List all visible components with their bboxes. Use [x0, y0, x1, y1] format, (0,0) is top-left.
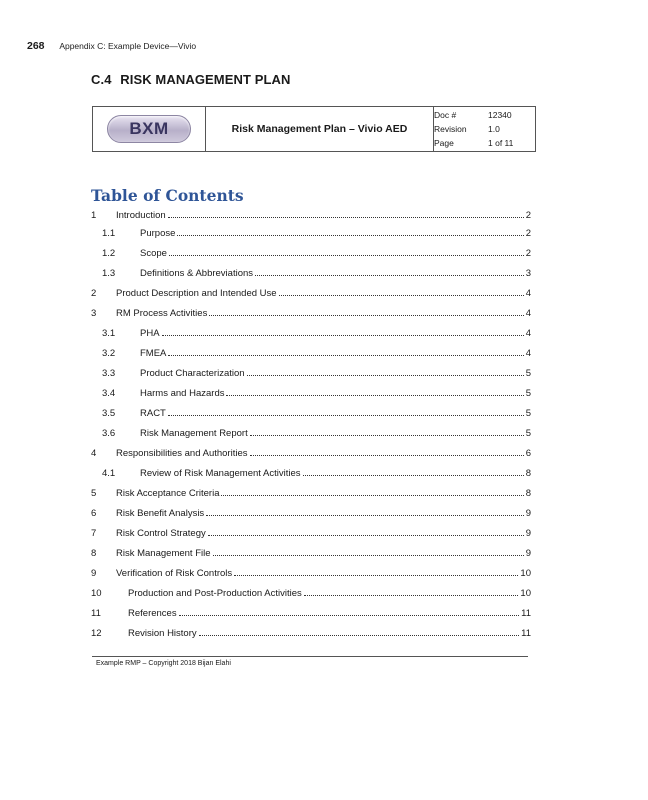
toc-entry-number: 3.6: [102, 428, 116, 439]
toc-dot-leader: [168, 354, 523, 356]
toc-entry-page: 2: [525, 228, 531, 239]
toc-dot-leader: [169, 254, 524, 256]
toc-dot-leader: [255, 274, 524, 276]
toc-dot-leader: [250, 434, 524, 436]
toc-entry-number: 4.1: [102, 468, 116, 479]
document-meta-key: Page: [434, 138, 454, 148]
table-of-contents: [91, 207, 531, 644]
toc-entry-page: 8: [525, 468, 531, 479]
toc-entry-label: Risk Management Report: [140, 428, 248, 439]
toc-entry[interactable]: [91, 524, 531, 544]
document-title: Risk Management Plan – Vivio AED: [206, 107, 434, 152]
toc-entry-number: 6: [91, 508, 97, 519]
toc-entry-page: 4: [525, 288, 531, 299]
footer-divider: [92, 656, 528, 657]
toc-entry-label: Definitions & Abbreviations: [140, 268, 254, 279]
toc-entry[interactable]: [91, 464, 531, 484]
toc-entry-number: 10: [91, 588, 102, 599]
toc-entry-label: Verification of Risk Controls: [116, 568, 233, 579]
toc-entry[interactable]: [91, 344, 531, 364]
toc-entry-number: 3.3: [102, 368, 116, 379]
document-meta: [434, 107, 536, 152]
toc-entry-page: 4: [525, 308, 531, 319]
toc-entry[interactable]: [91, 404, 531, 424]
toc-dot-leader: [221, 494, 523, 496]
toc-entry-label: Product Characterization: [140, 368, 245, 379]
document-meta-row: [434, 122, 535, 136]
toc-entry-number: 1.3: [102, 268, 116, 279]
toc-entry-number: 12: [91, 628, 102, 639]
toc-dot-leader: [234, 574, 518, 576]
toc-entry[interactable]: [91, 284, 531, 304]
toc-entry-number: 2: [91, 288, 97, 299]
toc-entry-label: Risk Acceptance Criteria: [116, 488, 220, 499]
toc-entry-label: RM Process Activities: [116, 308, 208, 319]
toc-entry-page: 2: [525, 210, 531, 221]
toc-entry-label: Harms and Hazards: [140, 388, 225, 399]
toc-entry-label: Introduction: [116, 210, 166, 221]
toc-entry-page: 9: [525, 548, 531, 559]
toc-entry[interactable]: [91, 364, 531, 384]
toc-dot-leader: [304, 594, 519, 596]
toc-dot-leader: [303, 474, 524, 476]
toc-dot-leader: [209, 314, 523, 316]
toc-entry-page: 11: [521, 608, 531, 619]
toc-entry-label: Scope: [140, 248, 167, 259]
toc-dot-leader: [250, 454, 524, 456]
toc-entry[interactable]: [91, 484, 531, 504]
document-meta-key: Revision: [434, 124, 467, 134]
toc-entry-label: Production and Post-Production Activities: [128, 588, 302, 599]
toc-entry-page: 2: [525, 248, 531, 259]
toc-entry-label: References: [128, 608, 177, 619]
toc-dot-leader: [208, 534, 524, 536]
toc-dot-leader: [226, 394, 523, 396]
bxm-logo: BXM: [107, 115, 191, 143]
toc-entry-label: Risk Benefit Analysis: [116, 508, 205, 519]
toc-entry[interactable]: [91, 207, 531, 224]
toc-entry-number: 3.1: [102, 328, 116, 339]
section-number: C.4: [91, 72, 112, 87]
toc-entry-page: 5: [525, 368, 531, 379]
toc-entry-number: 1.2: [102, 248, 116, 259]
toc-entry-number: 7: [91, 528, 97, 539]
toc-entry[interactable]: [91, 304, 531, 324]
toc-entry-page: 11: [521, 628, 531, 639]
toc-dot-leader: [168, 216, 524, 218]
toc-dot-leader: [179, 614, 520, 616]
toc-entry[interactable]: [91, 624, 531, 644]
toc-entry-number: 4: [91, 448, 97, 459]
toc-dot-leader: [199, 634, 519, 636]
toc-entry-label: Risk Control Strategy: [116, 528, 206, 539]
toc-entry-number: 8: [91, 548, 97, 559]
toc-entry-number: 3.5: [102, 408, 116, 419]
toc-entry-number: 1.1: [102, 228, 116, 239]
toc-entry-label: PHA: [140, 328, 160, 339]
document-meta-row: [434, 136, 535, 150]
logo-cell: [93, 107, 206, 152]
toc-entry-number: 3.2: [102, 348, 116, 359]
toc-entry-page: 3: [525, 268, 531, 279]
toc-entry-page: 5: [525, 428, 531, 439]
toc-entry-page: 5: [525, 408, 531, 419]
section-title: RISK MANAGEMENT PLAN: [120, 72, 291, 87]
toc-entry-page: 5: [525, 388, 531, 399]
toc-entry-page: 9: [525, 508, 531, 519]
toc-entry[interactable]: [91, 444, 531, 464]
toc-entry-number: 5: [91, 488, 97, 499]
toc-entry-page: 8: [525, 488, 531, 499]
toc-entry-page: 9: [525, 528, 531, 539]
toc-entry-label: Purpose: [140, 228, 176, 239]
section-heading: [91, 72, 291, 87]
toc-entry-page: 10: [520, 568, 531, 579]
document-meta-value: 1.0: [488, 124, 500, 134]
running-head: [27, 40, 196, 52]
page-number: 268: [27, 40, 45, 52]
toc-entry[interactable]: [91, 324, 531, 344]
toc-entry[interactable]: [91, 544, 531, 564]
toc-dot-leader: [168, 414, 524, 416]
document-meta-row: [434, 108, 535, 122]
toc-entry-number: 11: [91, 608, 101, 619]
toc-entry[interactable]: [91, 564, 531, 584]
toc-entry[interactable]: [91, 424, 531, 444]
document-header-table: [92, 106, 536, 152]
toc-entry-number: 9: [91, 568, 97, 579]
toc-entry-label: Responsibilities and Authorities: [116, 448, 248, 459]
toc-entry-label: RACT: [140, 408, 166, 419]
toc-title: Table of Contents: [91, 186, 244, 205]
toc-entry[interactable]: [91, 224, 531, 244]
document-meta-key: Doc #: [434, 110, 457, 120]
toc-dot-leader: [247, 374, 524, 376]
toc-entry[interactable]: [91, 504, 531, 524]
toc-dot-leader: [162, 334, 524, 336]
toc-dot-leader: [177, 234, 523, 236]
toc-entry[interactable]: [91, 264, 531, 284]
toc-dot-leader: [213, 554, 524, 556]
toc-entry-number: 3.4: [102, 388, 116, 399]
footer-copyright: Example RMP – Copyright 2018 Bijan Elahi: [96, 660, 231, 667]
toc-entry-label: Product Description and Intended Use: [116, 288, 277, 299]
running-head-title: Appendix C: Example Device—Vivio: [59, 41, 197, 51]
toc-entry[interactable]: [91, 244, 531, 264]
toc-entry-number: 3: [91, 308, 97, 319]
document-meta-value: 12340: [488, 110, 512, 120]
toc-entry-page: 4: [525, 348, 531, 359]
toc-entry[interactable]: [91, 384, 531, 404]
toc-entry-label: Risk Management File: [116, 548, 211, 559]
toc-entry-page: 6: [525, 448, 531, 459]
document-meta-value: 1 of 11: [488, 138, 514, 148]
toc-entry[interactable]: [91, 604, 531, 624]
toc-entry-page: 4: [525, 328, 531, 339]
toc-entry-label: Revision History: [128, 628, 197, 639]
toc-entry[interactable]: [91, 584, 531, 604]
toc-entry-label: FMEA: [140, 348, 167, 359]
toc-dot-leader: [206, 514, 524, 516]
toc-entry-page: 10: [520, 588, 531, 599]
toc-entry-number: 1: [91, 210, 97, 221]
toc-entry-label: Review of Risk Management Activities: [140, 468, 301, 479]
toc-dot-leader: [279, 294, 524, 296]
